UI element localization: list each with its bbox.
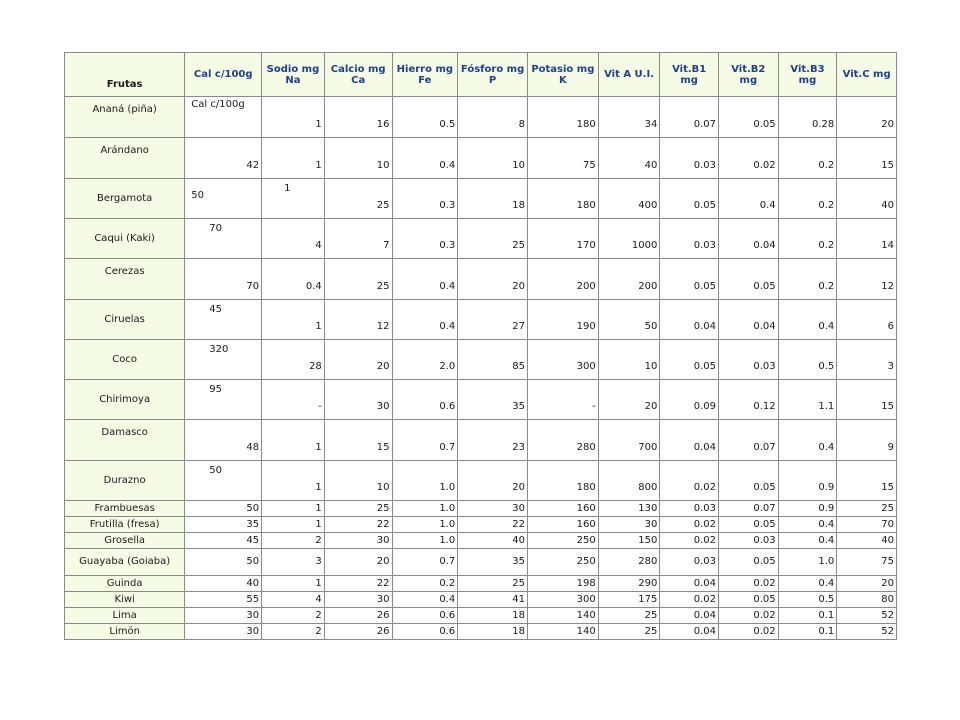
value-cell: 25 <box>458 576 528 592</box>
value-cell: 250 <box>527 533 598 549</box>
fruit-name-cell: Lima <box>65 608 185 624</box>
value-cell: 7 <box>324 219 392 259</box>
value-cell: 20 <box>598 380 660 420</box>
value-cell: 0.9 <box>778 501 837 517</box>
value-cell: 800 <box>598 461 660 501</box>
value-cell: 10 <box>598 340 660 380</box>
value-cell: 0.4 <box>778 517 837 533</box>
value-cell: 34 <box>598 97 660 138</box>
header-fosforo: Fósforo mg P <box>458 53 528 97</box>
value-cell: 0.03 <box>719 340 779 380</box>
table-row <box>65 138 897 179</box>
value-cell: 0.4 <box>778 576 837 592</box>
value-cell: 2 <box>262 533 325 549</box>
fruit-name-cell: Damasco <box>65 420 185 461</box>
value-cell: 40 <box>185 576 262 592</box>
value-cell: 16 <box>324 97 392 138</box>
value-cell: 0.05 <box>719 259 779 300</box>
value-cell: 0.07 <box>660 97 719 138</box>
header-hierro: Hierro mg Fe <box>392 53 458 97</box>
value-cell: 0.28 <box>778 97 837 138</box>
value-cell: 1 <box>262 517 325 533</box>
value-cell: 0.04 <box>660 624 719 640</box>
value-cell: 0.4 <box>778 533 837 549</box>
value-cell: 40 <box>837 179 897 219</box>
value-cell: 35 <box>458 549 528 576</box>
header-calcio: Calcio mg Ca <box>324 53 392 97</box>
fruit-name-cell: Coco <box>65 340 185 380</box>
value-cell: 0.1 <box>778 608 837 624</box>
value-cell: 1 <box>262 179 325 219</box>
value-cell: 0.04 <box>719 219 779 259</box>
value-cell: 300 <box>527 340 598 380</box>
value-cell: 0.4 <box>778 300 837 340</box>
value-cell: 2 <box>262 624 325 640</box>
value-cell: 25 <box>324 179 392 219</box>
value-cell: 250 <box>527 549 598 576</box>
table-row <box>65 259 897 300</box>
value-cell: 140 <box>527 624 598 640</box>
value-cell: 22 <box>458 517 528 533</box>
value-cell: 20 <box>837 576 897 592</box>
fruit-name-cell: Ananá (piña) <box>65 97 185 138</box>
value-cell: 0.02 <box>660 461 719 501</box>
value-cell: 35 <box>185 517 262 533</box>
value-cell: 10 <box>324 461 392 501</box>
value-cell: 0.05 <box>719 461 779 501</box>
value-cell: 140 <box>527 608 598 624</box>
value-cell: 0.07 <box>719 501 779 517</box>
value-cell: 1 <box>262 576 325 592</box>
value-cell: 3 <box>262 549 325 576</box>
value-cell: 4 <box>262 219 325 259</box>
value-cell: 0.5 <box>778 592 837 608</box>
value-cell: 30 <box>324 533 392 549</box>
value-cell: 1 <box>262 138 325 179</box>
value-cell: 25 <box>837 501 897 517</box>
value-cell: 0.05 <box>660 179 719 219</box>
value-cell: 2.0 <box>392 340 458 380</box>
value-cell: 170 <box>527 219 598 259</box>
value-cell: 0.2 <box>778 259 837 300</box>
value-cell: 12 <box>324 300 392 340</box>
value-cell: 40 <box>837 533 897 549</box>
value-cell: 0.05 <box>719 549 779 576</box>
value-cell: 0.03 <box>660 501 719 517</box>
value-cell: 1.0 <box>392 501 458 517</box>
value-cell: 18 <box>458 624 528 640</box>
value-cell: 25 <box>598 608 660 624</box>
value-cell: 180 <box>527 461 598 501</box>
table-row <box>65 97 897 138</box>
value-cell: 1 <box>262 420 325 461</box>
table-row <box>65 300 897 340</box>
fruit-name-cell: Frutilla (fresa) <box>65 517 185 533</box>
value-cell: 3 <box>837 340 897 380</box>
fruit-name-cell: Caqui (Kaki) <box>65 219 185 259</box>
value-cell: 1 <box>262 461 325 501</box>
value-cell: 15 <box>837 380 897 420</box>
fruit-name-cell: Chirimoya <box>65 380 185 420</box>
table-row <box>65 517 897 533</box>
value-cell: 50 <box>185 501 262 517</box>
value-cell: 50 <box>185 461 262 501</box>
value-cell: 25 <box>324 259 392 300</box>
value-cell: 10 <box>458 138 528 179</box>
value-cell: 1 <box>262 501 325 517</box>
value-cell: 1.0 <box>778 549 837 576</box>
value-cell: 40 <box>598 138 660 179</box>
value-cell: 48 <box>185 420 262 461</box>
value-cell: 9 <box>837 420 897 461</box>
table-row <box>65 533 897 549</box>
value-cell: 45 <box>185 300 262 340</box>
value-cell: 0.2 <box>778 138 837 179</box>
value-cell: 0.4 <box>778 420 837 461</box>
fruit-name-cell: Cerezas <box>65 259 185 300</box>
value-cell: 1.0 <box>392 461 458 501</box>
value-cell: 0.2 <box>778 219 837 259</box>
value-cell: 700 <box>598 420 660 461</box>
value-cell: 20 <box>458 259 528 300</box>
header-cal: Cal c/100g <box>185 53 262 97</box>
value-cell: 0.04 <box>660 300 719 340</box>
value-cell: 42 <box>185 138 262 179</box>
fruit-nutrition-table <box>64 52 897 640</box>
value-cell: 1.0 <box>392 517 458 533</box>
fruit-name-cell: Limón <box>65 624 185 640</box>
value-cell: 0.05 <box>719 517 779 533</box>
value-cell: 75 <box>527 138 598 179</box>
value-cell: 180 <box>527 97 598 138</box>
value-cell: 0.02 <box>660 533 719 549</box>
fruit-name-cell: Ciruelas <box>65 300 185 340</box>
value-cell: 41 <box>458 592 528 608</box>
value-cell: 0.7 <box>392 549 458 576</box>
value-cell: 70 <box>185 259 262 300</box>
value-cell: 0.03 <box>719 533 779 549</box>
table-row <box>65 549 897 576</box>
header-vit-c: Vit.C mg <box>837 53 897 97</box>
value-cell: 15 <box>324 420 392 461</box>
value-cell: 0.4 <box>392 592 458 608</box>
value-cell: 0.1 <box>778 624 837 640</box>
table-row <box>65 179 897 219</box>
value-cell: 35 <box>458 380 528 420</box>
value-cell: 30 <box>324 380 392 420</box>
value-cell: 130 <box>598 501 660 517</box>
value-cell: 0.02 <box>719 624 779 640</box>
value-cell: 0.5 <box>778 340 837 380</box>
value-cell: 0.02 <box>660 592 719 608</box>
value-cell: 0.5 <box>392 97 458 138</box>
value-cell: 70 <box>185 219 262 259</box>
value-cell: 160 <box>527 501 598 517</box>
value-cell: 0.2 <box>392 576 458 592</box>
header-vit-b2: Vit.B2 mg <box>719 53 779 97</box>
value-cell: 75 <box>837 549 897 576</box>
table-row <box>65 340 897 380</box>
header-potasio: Potasio mg K <box>527 53 598 97</box>
value-cell: 26 <box>324 608 392 624</box>
value-cell: 95 <box>185 380 262 420</box>
value-cell: 12 <box>837 259 897 300</box>
value-cell: 0.07 <box>719 420 779 461</box>
value-cell: 0.3 <box>392 219 458 259</box>
value-cell: 28 <box>262 340 325 380</box>
value-cell: 0.9 <box>778 461 837 501</box>
table-body <box>65 97 897 640</box>
value-cell: 0.4 <box>392 259 458 300</box>
header-vit-b1: Vit.B1 mg <box>660 53 719 97</box>
value-cell: 20 <box>837 97 897 138</box>
value-cell: 1 <box>262 97 325 138</box>
value-cell: 15 <box>837 461 897 501</box>
value-cell: 1 <box>262 300 325 340</box>
fruit-name-cell: Kiwi <box>65 592 185 608</box>
value-cell: 0.4 <box>262 259 325 300</box>
table-row <box>65 608 897 624</box>
value-cell: 52 <box>837 624 897 640</box>
value-cell: 45 <box>185 533 262 549</box>
value-cell: 4 <box>262 592 325 608</box>
value-cell: 30 <box>185 608 262 624</box>
fruit-name-cell: Grosella <box>65 533 185 549</box>
value-cell: 150 <box>598 533 660 549</box>
value-cell: 0.05 <box>719 97 779 138</box>
fruit-name-cell: Bergamota <box>65 179 185 219</box>
value-cell: 280 <box>598 549 660 576</box>
value-cell: 0.04 <box>660 420 719 461</box>
fruit-name-cell: Guinda <box>65 576 185 592</box>
value-cell: 70 <box>837 517 897 533</box>
header-vit-a: Vit A U.I. <box>598 53 660 97</box>
value-cell: 0.6 <box>392 624 458 640</box>
value-cell: 10 <box>324 138 392 179</box>
value-cell: 160 <box>527 517 598 533</box>
value-cell: 85 <box>458 340 528 380</box>
value-cell: 0.03 <box>660 219 719 259</box>
value-cell: 400 <box>598 179 660 219</box>
header-frutas: Frutas <box>65 53 185 97</box>
value-cell: 198 <box>527 576 598 592</box>
value-cell: 2 <box>262 608 325 624</box>
value-cell: 0.04 <box>660 608 719 624</box>
value-cell: 18 <box>458 179 528 219</box>
value-cell: 14 <box>837 219 897 259</box>
value-cell: 0.05 <box>660 340 719 380</box>
value-cell: 290 <box>598 576 660 592</box>
value-cell: 200 <box>598 259 660 300</box>
value-cell: 0.03 <box>660 549 719 576</box>
value-cell: 50 <box>185 179 262 219</box>
fruit-name-cell: Arándano <box>65 138 185 179</box>
value-cell: - <box>527 380 598 420</box>
fruit-name-cell: Durazno <box>65 461 185 501</box>
value-cell: 20 <box>458 461 528 501</box>
value-cell: 1.0 <box>392 533 458 549</box>
value-cell: 1.1 <box>778 380 837 420</box>
value-cell: 30 <box>598 517 660 533</box>
value-cell: 20 <box>324 549 392 576</box>
value-cell: 25 <box>458 219 528 259</box>
header-vit-b3: Vit.B3 mg <box>778 53 837 97</box>
value-cell: 15 <box>837 138 897 179</box>
value-cell: 22 <box>324 517 392 533</box>
header-row <box>65 53 897 97</box>
value-cell: 0.7 <box>392 420 458 461</box>
value-cell: 0.02 <box>660 517 719 533</box>
value-cell: 300 <box>527 592 598 608</box>
value-cell: 0.05 <box>660 259 719 300</box>
value-cell: 0.04 <box>660 576 719 592</box>
value-cell: 0.6 <box>392 380 458 420</box>
value-cell: 1000 <box>598 219 660 259</box>
value-cell: 52 <box>837 608 897 624</box>
table-row <box>65 576 897 592</box>
value-cell: 30 <box>324 592 392 608</box>
value-cell: 22 <box>324 576 392 592</box>
value-cell: 280 <box>527 420 598 461</box>
value-cell: 25 <box>598 624 660 640</box>
value-cell: 25 <box>324 501 392 517</box>
value-cell: 200 <box>527 259 598 300</box>
value-cell: 18 <box>458 608 528 624</box>
value-cell: - <box>262 380 325 420</box>
fruit-name-cell: Guayaba (Goiaba) <box>65 549 185 576</box>
value-cell: 0.02 <box>719 138 779 179</box>
value-cell: 50 <box>185 549 262 576</box>
value-cell: 0.4 <box>392 138 458 179</box>
value-cell: 8 <box>458 97 528 138</box>
value-cell: 0.04 <box>719 300 779 340</box>
value-cell: 190 <box>527 300 598 340</box>
value-cell: 20 <box>324 340 392 380</box>
value-cell: 23 <box>458 420 528 461</box>
value-cell: 320 <box>185 340 262 380</box>
value-cell: 0.12 <box>719 380 779 420</box>
value-cell: 30 <box>458 501 528 517</box>
table-row <box>65 592 897 608</box>
table-row <box>65 219 897 259</box>
value-cell: Cal c/100g <box>185 97 262 138</box>
value-cell: 0.4 <box>719 179 779 219</box>
value-cell: 0.6 <box>392 608 458 624</box>
table-row <box>65 501 897 517</box>
value-cell: 50 <box>598 300 660 340</box>
fruit-name-cell: Frambuesas <box>65 501 185 517</box>
value-cell: 0.4 <box>392 300 458 340</box>
table-row <box>65 461 897 501</box>
value-cell: 55 <box>185 592 262 608</box>
value-cell: 175 <box>598 592 660 608</box>
value-cell: 180 <box>527 179 598 219</box>
value-cell: 30 <box>185 624 262 640</box>
value-cell: 0.05 <box>719 592 779 608</box>
header-sodio: Sodio mg Na <box>262 53 325 97</box>
value-cell: 0.09 <box>660 380 719 420</box>
value-cell: 26 <box>324 624 392 640</box>
value-cell: 27 <box>458 300 528 340</box>
table-row <box>65 624 897 640</box>
value-cell: 80 <box>837 592 897 608</box>
value-cell: 6 <box>837 300 897 340</box>
table-row <box>65 380 897 420</box>
value-cell: 40 <box>458 533 528 549</box>
value-cell: 0.2 <box>778 179 837 219</box>
value-cell: 0.03 <box>660 138 719 179</box>
table-row <box>65 420 897 461</box>
value-cell: 0.3 <box>392 179 458 219</box>
value-cell: 0.02 <box>719 576 779 592</box>
value-cell: 0.02 <box>719 608 779 624</box>
